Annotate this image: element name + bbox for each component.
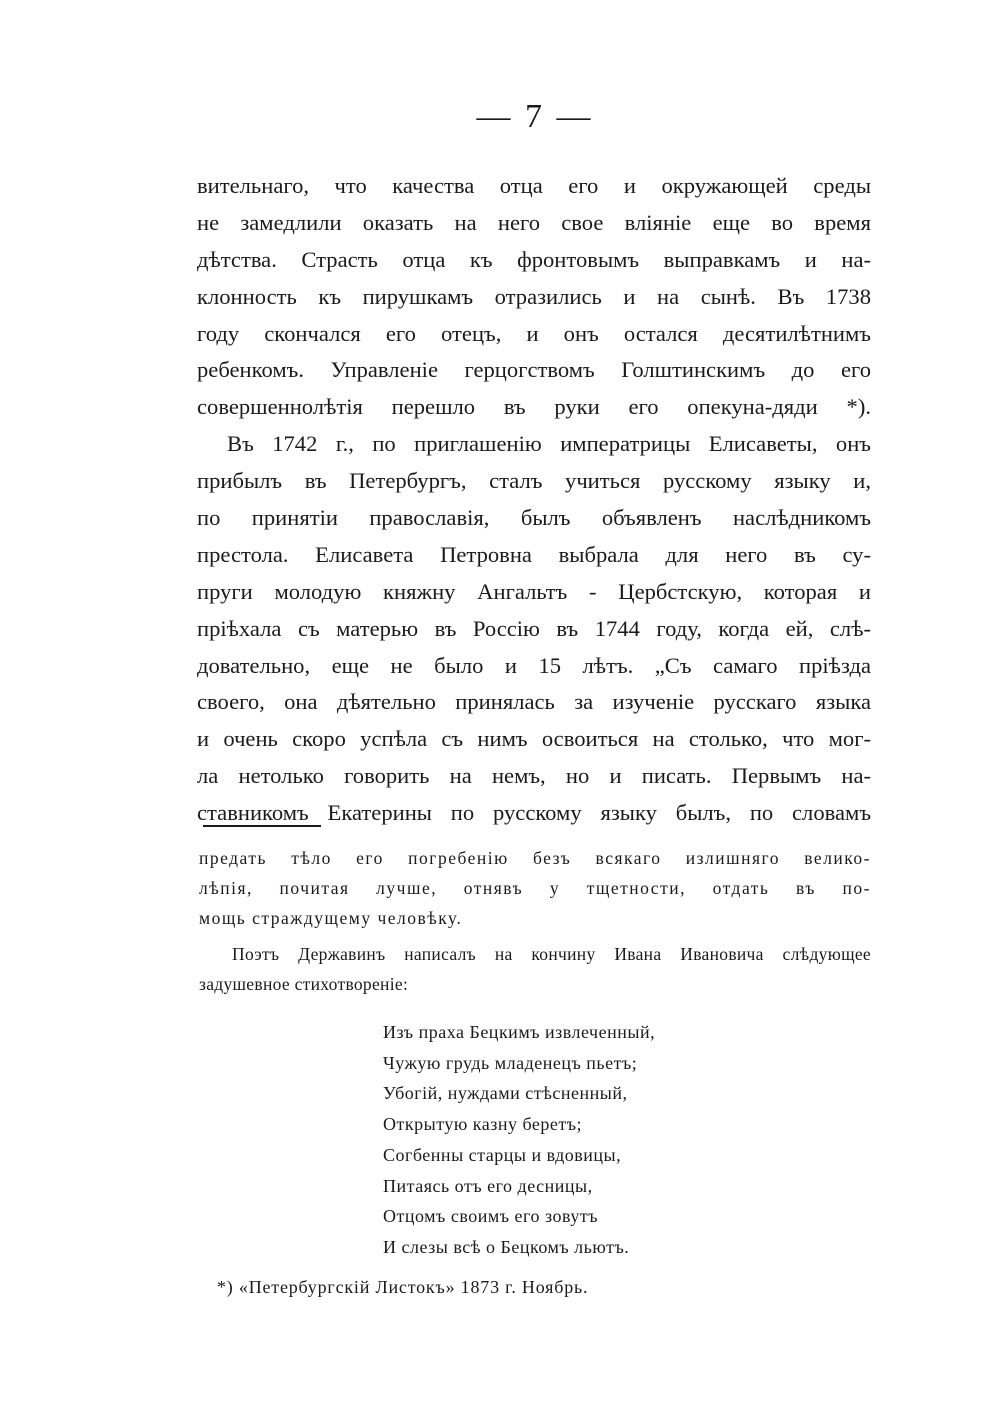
body-line: ставникомъ Екатерины по русскому языку былъ, по словамъ xyxy=(197,800,871,826)
footnote-intro-line: Поэтъ Державинъ написалъ на кончину Ивана Ивановича слѣдующее xyxy=(232,944,871,964)
footnote-line: лѣпія, почитая лучше, отнявъ у тщетности, отдать въ по- xyxy=(199,878,871,898)
body-line: своего, она дѣятельно принялась за изученіе русскаго языка xyxy=(197,689,871,715)
body-line: прибылъ въ Петербургъ, сталъ учиться русскому языку и, xyxy=(197,468,871,494)
body-line: ребенкомъ. Управленіе герцогствомъ Голштинскимъ до его xyxy=(197,357,871,383)
body-line: Въ 1742 г., по приглашенію императрицы Елисаветы, онъ xyxy=(227,431,871,457)
poem-verse: Чужую грудь младенецъ пьетъ; xyxy=(383,1052,638,1073)
body-line: году скончался его отецъ, и онъ остался десятилѣтнимъ xyxy=(197,320,871,346)
body-line: дѣтства. Страсть отца къ фронтовымъ выправкамъ и на- xyxy=(197,246,871,272)
footnote-line: предать тѣло его погребенію безъ всякаго излишняго велико- xyxy=(199,848,871,868)
main-body-text xyxy=(197,168,871,832)
body-line: совершеннолѣтія перешло въ руки его опекуна-дяди *). xyxy=(197,394,871,420)
body-line: вительнаго, что качества отца его и окружающей среды xyxy=(197,173,871,198)
footnote-block xyxy=(199,843,871,999)
body-line: клонность къ пирушкамъ отразились и на сынѣ. Въ 1738 xyxy=(197,283,871,309)
poem-verse: Открытую казну беретъ; xyxy=(383,1114,583,1135)
poem-verse: Убогій, нуждами стѣсненный, xyxy=(383,1083,628,1104)
body-line: довательно, еще не было и 15 лѣтъ. „Съ самаго пріѣзда xyxy=(197,652,871,678)
body-line: по принятіи православія, былъ объявленъ наслѣдникомъ xyxy=(197,505,871,531)
footnote-intro-line: задушевное стихотвореніе: xyxy=(199,974,409,994)
page-number: — 7 — xyxy=(476,98,594,135)
body-line: пруги молодую княжну Ангальтъ - Цербстскую, которая и xyxy=(197,578,871,604)
body-line: пріѣхала съ матерью въ Россію въ 1744 году, когда ей, слѣ- xyxy=(197,615,871,641)
footnote-source: *) «Петербургскій Листокъ» 1873 г. Ноябрь. xyxy=(217,1277,589,1297)
poem-verse: Согбенны старцы и вдовицы, xyxy=(383,1144,622,1165)
body-line: престола. Елисавета Петровна выбрала для него въ су- xyxy=(197,541,871,567)
footnote-divider xyxy=(203,825,321,827)
poem-verse: И слезы всѣ о Бецкомъ льютъ. xyxy=(383,1236,630,1257)
body-line: не замедлили оказать на него свое вліяніе еще во время xyxy=(197,209,871,235)
poem-verse: Питаясь отъ его десницы, xyxy=(383,1175,593,1196)
poem xyxy=(383,1017,655,1263)
body-line: ла нетолько говорить на немъ, но и писать. Первымъ на- xyxy=(197,763,871,789)
footnote-line: мощь страждущему человѣку. xyxy=(199,908,463,928)
body-line: и очень скоро успѣла съ нимъ освоиться на столько, что мог- xyxy=(197,726,871,752)
poem-verse: Отцомъ своимъ его зовутъ xyxy=(383,1206,599,1227)
poem-verse: Изъ праха Бецкимъ извлеченный, xyxy=(383,1022,656,1042)
